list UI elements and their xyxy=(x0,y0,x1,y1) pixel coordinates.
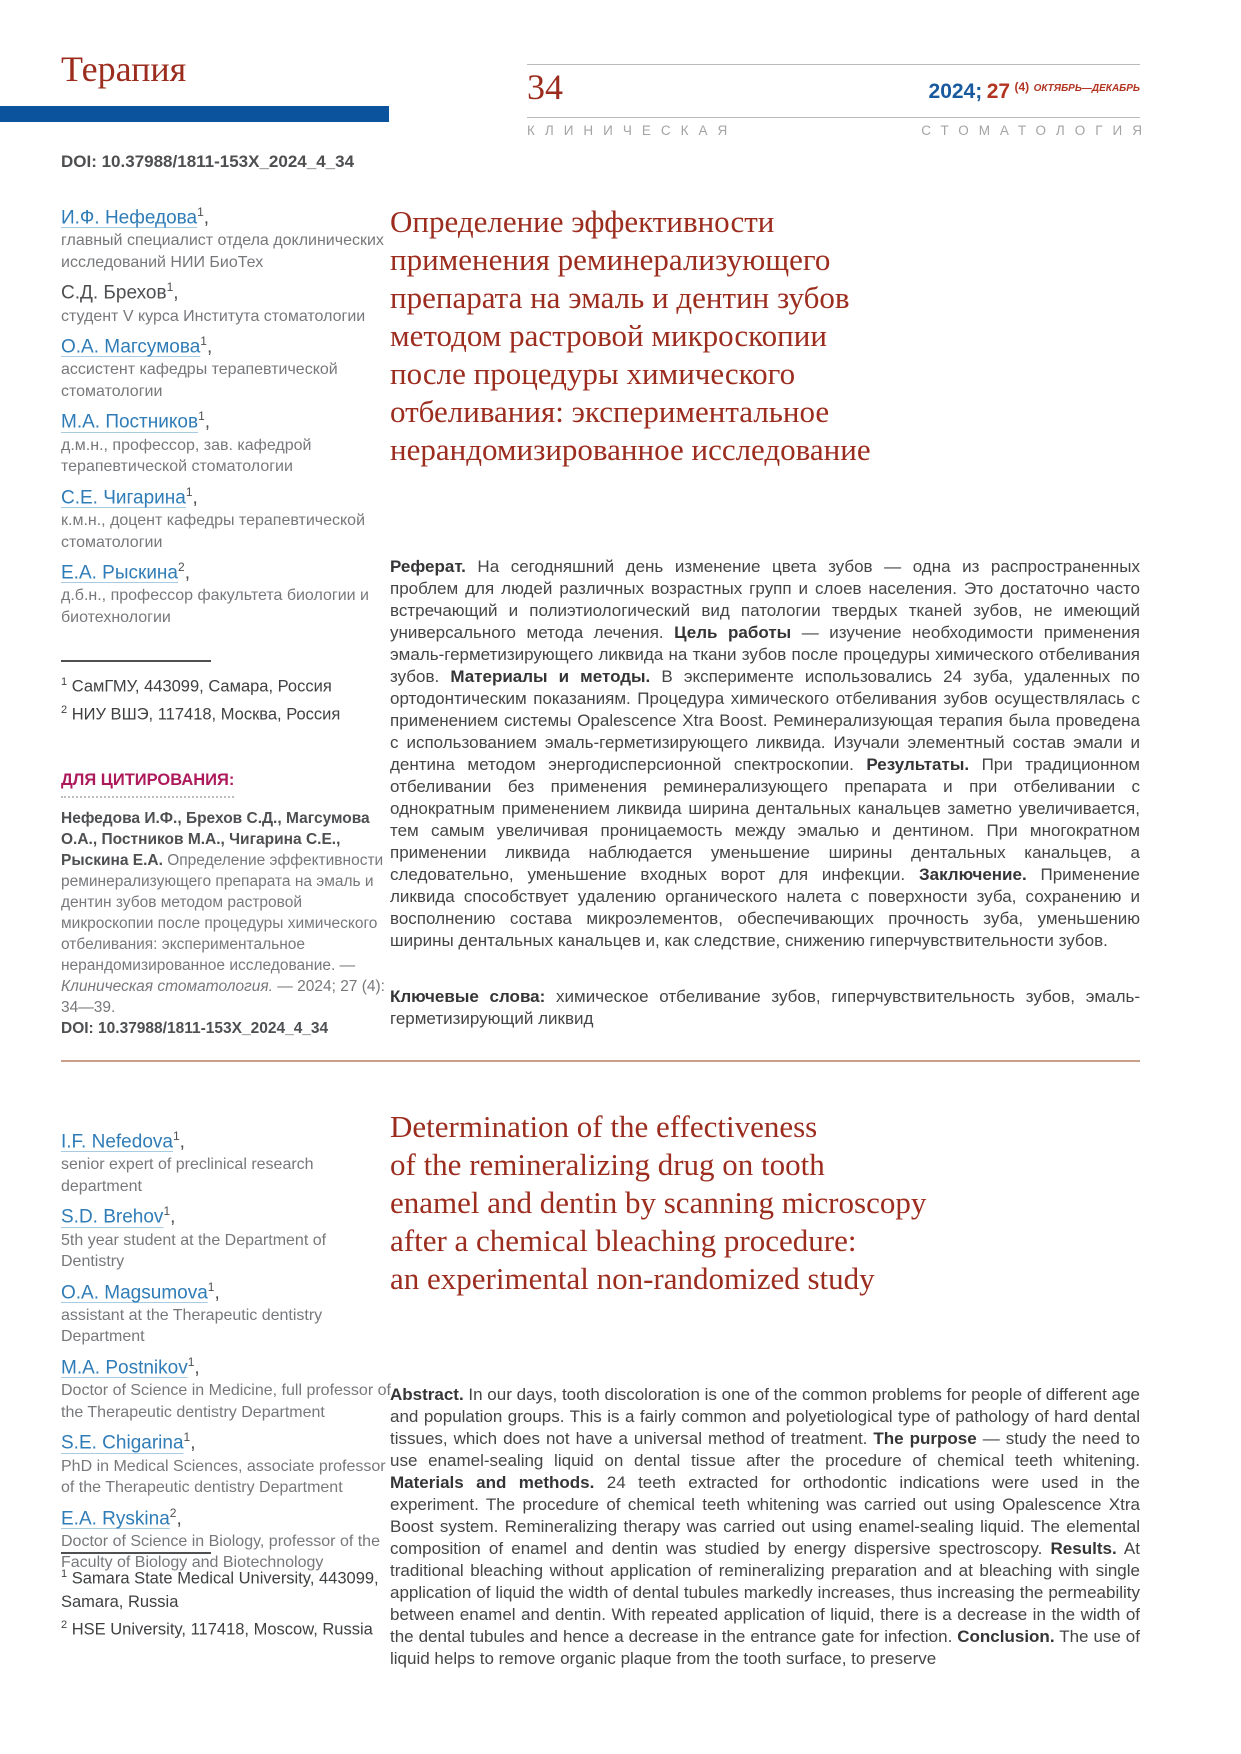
affiliations-en xyxy=(61,1552,391,1641)
author-role: assistant at the Therapeutic dentistry Department xyxy=(61,1306,323,1346)
abstract-en: Abstract. In our days, tooth discoloration is one of the common problems for people of different age and population groups. This is a fairly common and polyetiological type of pathology of hard dental tissues, which does not have a universal method of treatment. The purpose — study the need to use enamel-sealing liquid on dental tissue after the procedure of chemical teeth whitening. Materials and methods. 24 teeth extracted for orthodontic indications were used in the experiment. The procedure of chemical teeth whitening was carried out using Opalescence Xtra Boost system. Remineralizing therapy was carried out using enamel-sealing liquid. The elemental composition of enamel and dentin was studied by energy dispersive spectroscopy. Results. At traditional bleaching without application of remineralizing preparation and at bleaching with single application of liquid the width of dental tubules markedly increases, thus increasing the permeability between enamel and dentin. With repeated application of liquid, there is a decrease in the width of the dental tubules and hence a decrease in the entrance gate for infection. Conclusion. The use of liquid helps to remove organic plaque from the tooth surface, to preserve xyxy=(390,1385,1140,1668)
journal-name-word2: СТОМАТОЛОГИЯ xyxy=(921,123,1152,138)
author-affiliation-ref: 1 xyxy=(183,1430,191,1445)
author-entry xyxy=(61,200,391,273)
comma: , xyxy=(170,1206,176,1228)
author-role: главный специалист отдела доклинических исследований НИИ БиоТех xyxy=(61,232,384,271)
author-name-line xyxy=(61,1124,391,1154)
affiliation-ref: 1 xyxy=(61,1568,68,1580)
author-link[interactable]: И.Ф. Нефедова xyxy=(61,207,198,229)
author-role: Doctor of Science in Medicine, full professor of the Therapeutic dentistry Department xyxy=(61,1382,391,1421)
author-name-line xyxy=(61,480,391,510)
affiliation-lines xyxy=(61,671,391,726)
keywords-ru: Ключевые слова: химическое отбеливание зубов, гиперчувствительность зубов, эмаль-герметизирующий ликвид xyxy=(390,987,1141,1028)
comma: , xyxy=(190,1432,196,1454)
author-role: д.м.н., профессор, зав. кафедрой терапевтической стоматологии xyxy=(61,436,312,476)
author-role: PhD in Medical Sciences, associate professor of the Therapeutic dentistry Department xyxy=(61,1457,386,1497)
comma: , xyxy=(173,282,179,304)
author-role: 5th year student at the Department of Dentistry xyxy=(61,1231,327,1271)
issue-info xyxy=(527,80,1140,104)
header-rule-bottom xyxy=(527,117,1140,118)
affiliation xyxy=(61,1563,391,1614)
author-affiliation-ref: 1 xyxy=(187,1354,195,1369)
author-link[interactable]: М.А. Постников xyxy=(61,411,199,433)
citation-block xyxy=(61,771,394,1039)
journal-name xyxy=(527,123,1152,138)
author-entry xyxy=(61,1350,391,1423)
author-name-line xyxy=(61,1501,391,1531)
citation-text: Нефедова И.Ф., Брехов С.Д., Магсумова О.А., Постников М.А., Чигарина С.Е., Рыскина Е.А. Определение эффективности реминерализующего препарата на эмаль и дентин зубов методом растровой микроскопии после процедуры химического отбеливания: экспериментальное нерандомизированное исследование. — Клиническая стоматология. — 2024; 27 (4): 34—39. xyxy=(61,810,385,1016)
author-link[interactable]: С.Д. Брехов xyxy=(61,282,167,304)
author-affiliation-ref: 1 xyxy=(197,205,204,219)
affiliations-ru xyxy=(61,660,391,726)
author-affiliation-ref: 1 xyxy=(198,409,205,424)
comma: , xyxy=(194,1357,200,1379)
author-link[interactable]: O.A. Magsumova xyxy=(61,1281,208,1303)
issue-year: 2024; xyxy=(928,80,983,103)
citation-label: ДЛЯ ЦИТИРОВАНИЯ: xyxy=(61,771,234,798)
affiliation-lines xyxy=(61,1563,391,1641)
article-doi: DOI: 10.37988/1811-153X_2024_4_34 xyxy=(61,152,355,171)
author-entry xyxy=(61,329,391,402)
author-entry xyxy=(61,1275,391,1348)
author-name-line xyxy=(61,200,391,230)
issue-number: (4) xyxy=(1014,80,1030,94)
affiliation-ref: 2 xyxy=(61,1618,68,1631)
page-number: 34 xyxy=(527,67,563,107)
author-entry xyxy=(61,404,391,477)
author-link[interactable]: S.E. Chigarina xyxy=(61,1432,184,1454)
article-title-ru: Определение эффективности применения реминерализующего препарата на эмаль и дентин зубов методом растровой микроскопии после процедуры химического отбеливания: экспериментальное нерандомизированное исследование xyxy=(390,204,871,467)
author-name-line xyxy=(61,1425,391,1455)
section-label: Терапия xyxy=(61,49,187,89)
author-name-line xyxy=(61,555,391,585)
comma: , xyxy=(192,487,198,509)
author-role: Doctor of Science in Biology, professor of the Faculty of Biology and Biotechnology xyxy=(61,1532,380,1572)
author-link[interactable]: E.A. Ryskina xyxy=(61,1507,170,1529)
author-entry xyxy=(61,1199,391,1272)
comma: , xyxy=(203,207,210,229)
author-affiliation-ref: 1 xyxy=(207,1279,215,1294)
author-entry xyxy=(61,1124,391,1197)
citation-doi: DOI: 10.37988/1811-153X_2024_4_34 xyxy=(61,1020,329,1037)
author-name-line xyxy=(61,1275,391,1305)
author-affiliation-ref: 1 xyxy=(200,334,207,349)
author-affiliation-ref: 1 xyxy=(166,280,174,295)
section-color-bar xyxy=(0,106,389,122)
affiliation-ref: 2 xyxy=(61,703,68,716)
author-name-line xyxy=(61,329,391,359)
author-affiliation-ref: 2 xyxy=(169,1505,177,1520)
author-entry xyxy=(61,275,391,327)
author-affiliation-ref: 1 xyxy=(163,1204,171,1219)
author-name-line xyxy=(61,1350,391,1380)
author-link[interactable]: S.D. Brehov xyxy=(61,1206,164,1228)
affiliation-text: Samara State Medical University, 443099, Samara, Russia xyxy=(61,1569,379,1611)
author-entry xyxy=(61,555,391,628)
author-role: senior expert of preclinical research department xyxy=(61,1156,314,1195)
issue-volume: 27 xyxy=(986,80,1011,103)
affiliation-divider xyxy=(61,660,211,662)
author-name-line xyxy=(61,275,391,305)
affiliation xyxy=(61,699,391,727)
author-link[interactable]: I.F. Nefedova xyxy=(61,1131,173,1153)
author-link[interactable]: Е.А. Рыскина xyxy=(61,562,178,584)
comma: , xyxy=(204,411,211,433)
author-affiliation-ref: 1 xyxy=(172,1129,180,1143)
authors-list-ru xyxy=(61,200,391,630)
authors-list-en xyxy=(61,1124,391,1576)
affiliation-text: HSE University, 117418, Moscow, Russia xyxy=(71,1620,373,1638)
journal-name-word1: КЛИНИЧЕСКАЯ xyxy=(527,123,738,138)
header-rule-top xyxy=(527,64,1140,65)
section-divider xyxy=(61,1060,1140,1062)
affiliation-text: НИУ ВШЭ, 117418, Москва, Россия xyxy=(71,705,341,723)
comma: , xyxy=(206,336,213,358)
affiliation-ref: 1 xyxy=(61,676,68,688)
affiliation xyxy=(61,671,391,699)
author-name-line xyxy=(61,404,391,434)
author-entry xyxy=(61,1425,391,1498)
affiliation xyxy=(61,1614,391,1642)
author-role: д.б.н., профессор факультета биологии и биотехнологии xyxy=(61,587,369,626)
author-link[interactable]: О.А. Магсумова xyxy=(61,336,201,358)
affiliation-divider xyxy=(61,1552,211,1554)
author-affiliation-ref: 1 xyxy=(185,484,193,499)
author-role: к.м.н., доцент кафедры терапевтической стоматологии xyxy=(61,512,365,551)
comma: , xyxy=(184,562,190,584)
comma: , xyxy=(176,1507,182,1529)
author-role: ассистент кафедры терапевтической стоматологии xyxy=(61,361,338,400)
author-link[interactable]: С.Е. Чигарина xyxy=(61,487,186,509)
article-title-en: Determination of the effectiveness of the remineralizing drug on tooth enamel and dentin by scanning microscopy after a chemical bleaching procedure: an experimental non-randomized study xyxy=(390,1109,927,1296)
author-role: студент V курса Института стоматологии xyxy=(61,307,366,325)
comma: , xyxy=(179,1131,185,1153)
issue-months: ОКТЯБРЬ—ДЕКАБРЬ xyxy=(1033,83,1140,94)
author-link[interactable]: M.A. Postnikov xyxy=(61,1357,188,1379)
comma: , xyxy=(214,1281,220,1303)
affiliation-text: СамГМУ, 443099, Самара, Россия xyxy=(71,677,332,696)
author-entry xyxy=(61,480,391,553)
abstract-ru: Реферат. На сегодняшний день изменение цвета зубов — одна из распространенных проблем для людей различных возрастных групп и слоев населения. Это достаточно часто встречающий и полиэтиологический вид патологии твердых тканей зубов, не имеющий универсального метода лечения. Цель работы — изучение необходимости применения эмаль-герметизирующего ликвида на ткани зубов после процедуры химического отбеливания зубов. Материалы и методы. В эксперименте использовались 24 зуба, удаленных по ортодонтическим показаниям. Процедура химического отбеливания зубов осуществлялась с применением системы Opalescence Xtra Boost. Реминерализующая терапия была проведена с использованием эмаль-герметизирующего ликвида. Изучали элементный состав эмали и дентина методом энергодисперсионной спектроскопии. Результаты. При традиционном отбеливании без применения реминерализующего препарата и при отбеливании с однократным применением ликвида ширина дентальных канальцев заметно увеличивается, тем самым увеличивая проницаемость между эмалью и дентином. При многократном применении ликвида наблюдается уменьшение ширины дентальных канальцев, а следовательно, уменьшение входных ворот для инфекции. Заключение. Применение ликвида способствует удалению органического налета с поверхности зуба, сохранению и восполнению состава микроэлементов, обеспечивающих прочность зуба, уменьшению ширины дентальных канальцев и, как следствие, снижению гиперчувствительности зубов. xyxy=(390,557,1141,950)
author-affiliation-ref: 2 xyxy=(178,560,185,575)
author-name-line xyxy=(61,1199,391,1229)
